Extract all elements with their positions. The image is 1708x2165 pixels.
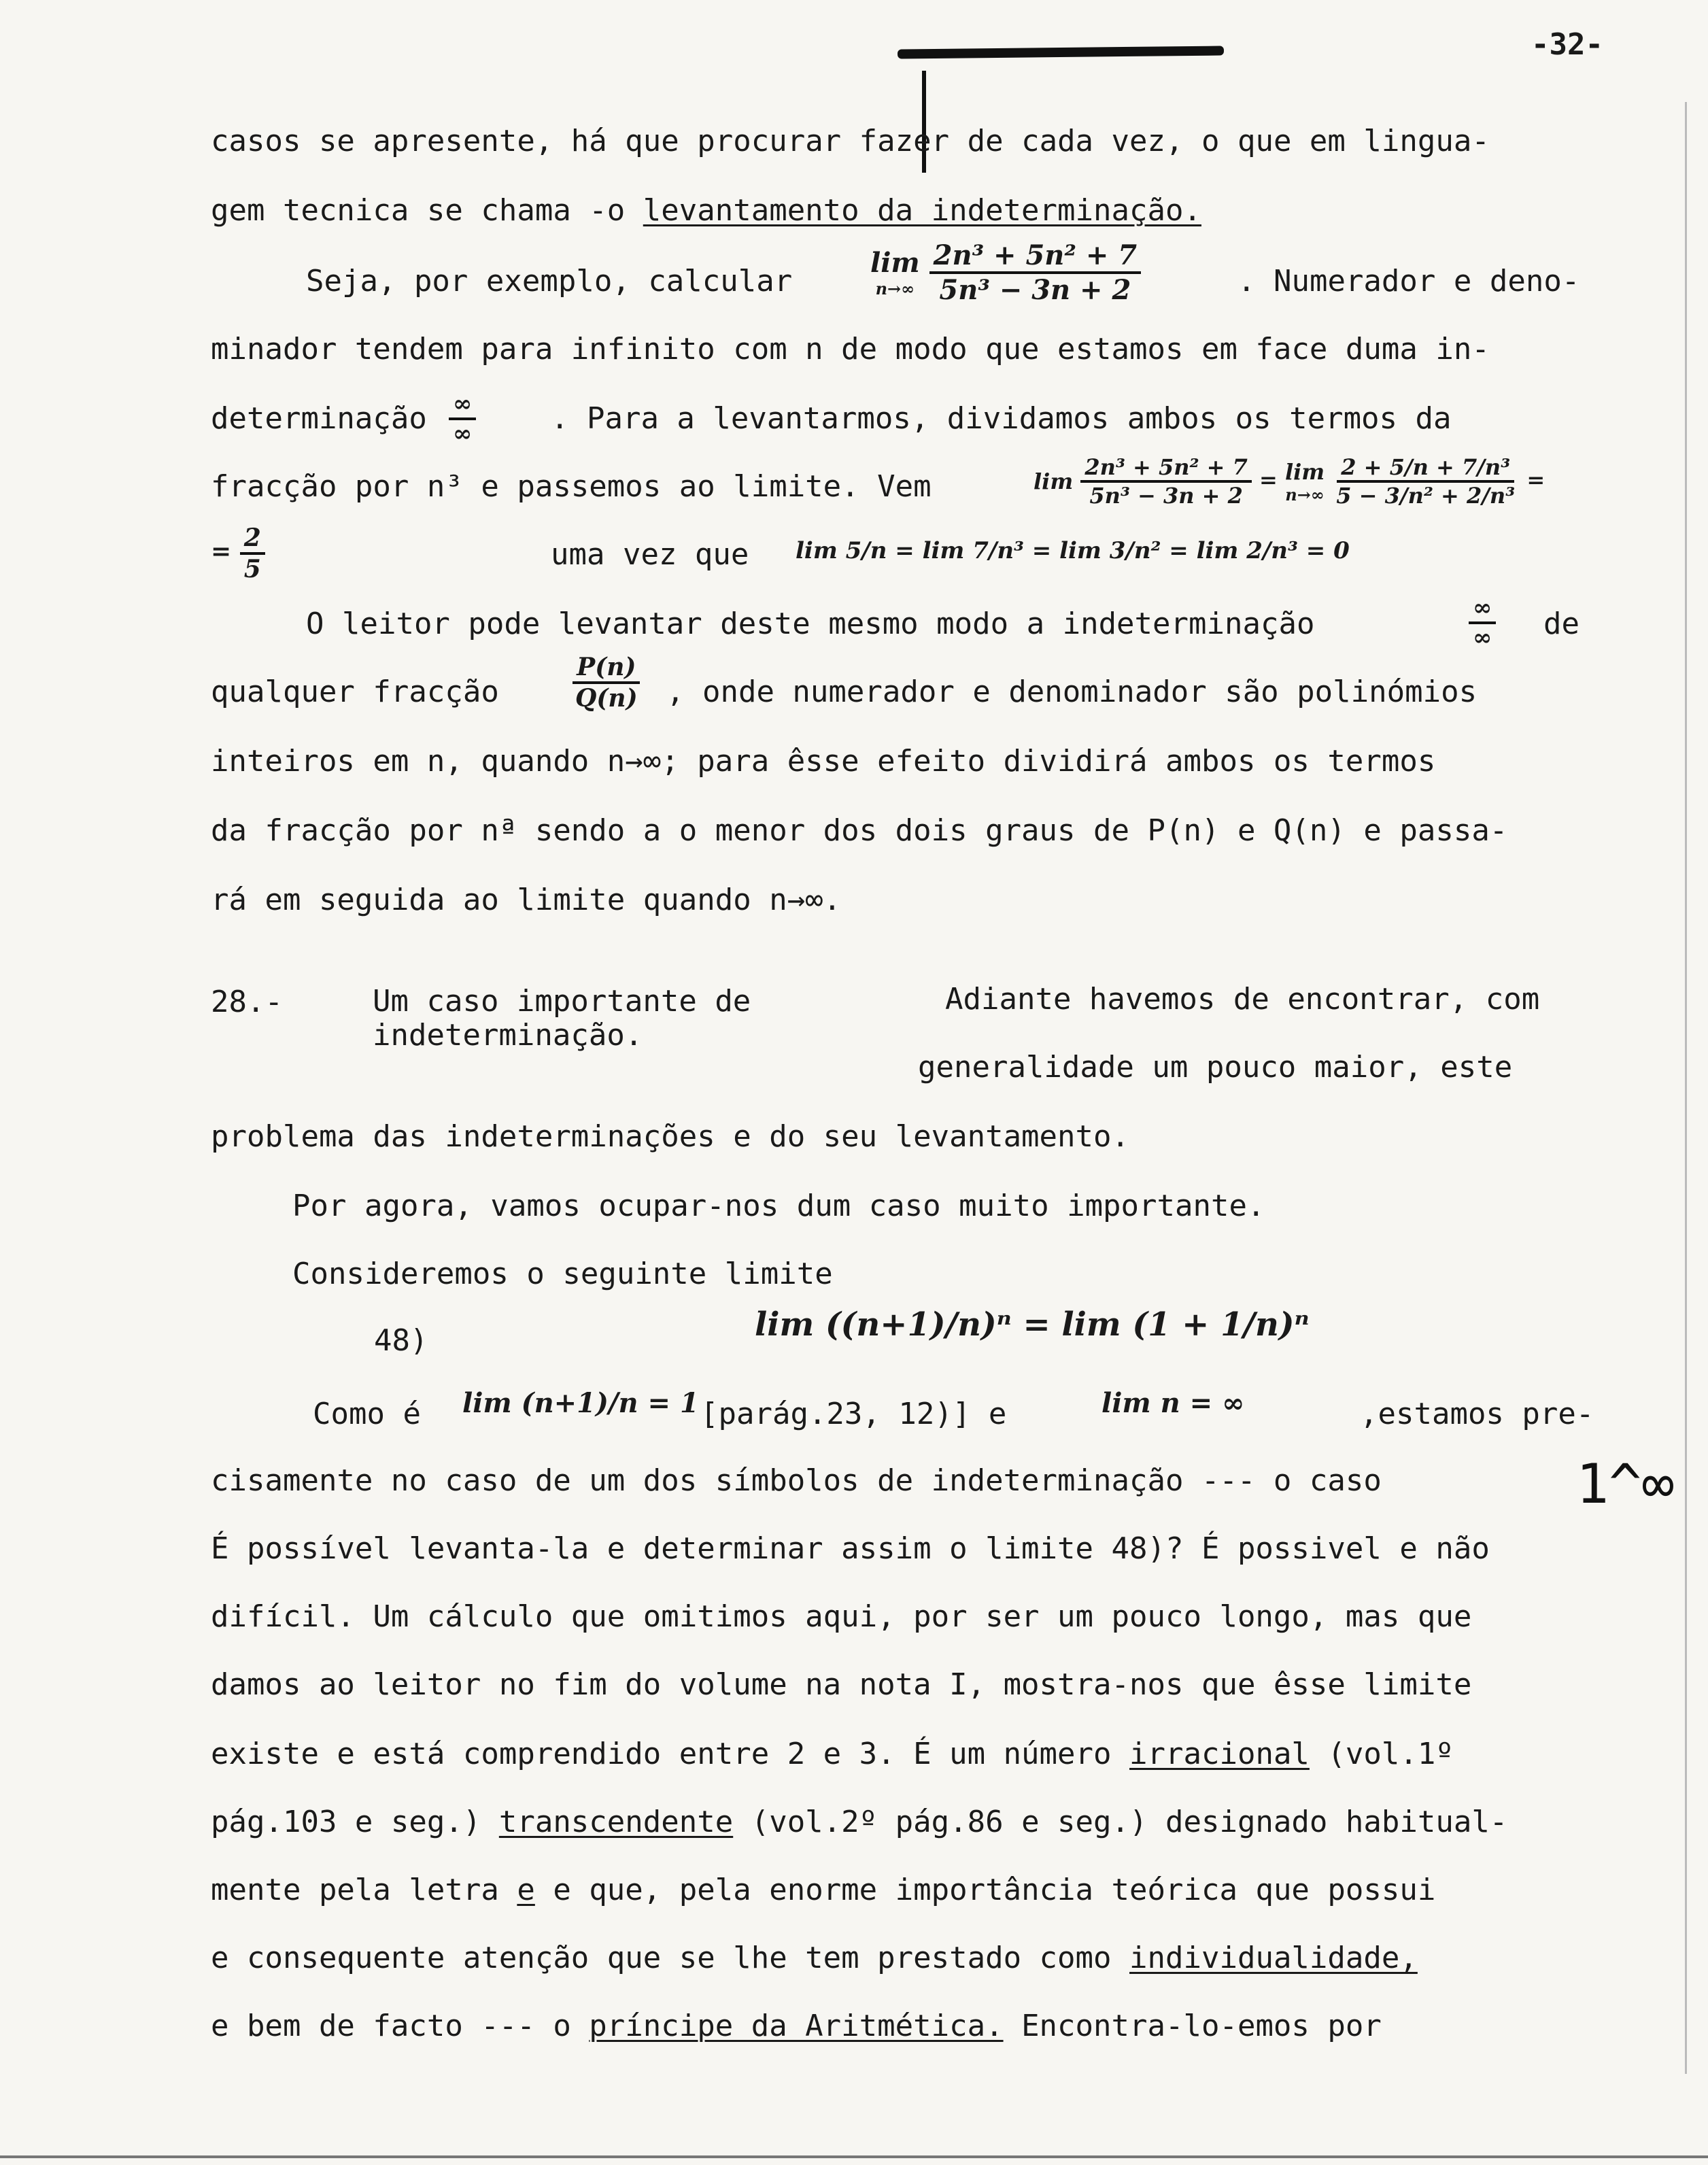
text-line-3a: Seja, por exemplo, calcular xyxy=(306,264,793,299)
text-line-19: difícil. Um cálculo que omitimos aqui, por ser um pouco longo, mas que xyxy=(211,1599,1472,1634)
text-line-16c: ,estamos pre- xyxy=(1360,1397,1594,1431)
text-line-4: minador tendem para infinito com n de modo que estamos em face duma in- xyxy=(211,332,1490,366)
text-line-17: cisamente no caso de um dos símbolos de indeterminação --- o caso xyxy=(211,1463,1382,1498)
section-title: Um caso importante de indeterminação. xyxy=(373,984,751,1053)
text-line-10: inteiros em n, quando n→∞; para êsse efeito dividirá ambos os termos xyxy=(211,744,1436,779)
section-text-2: generalidade um pouco maior, este xyxy=(918,1050,1513,1085)
text-line-9b: , onde numerador e denominador são polinómios xyxy=(666,675,1478,709)
text-line-13: problema das indeterminações e do seu levantamento. xyxy=(211,1119,1130,1154)
text-line-8b: de xyxy=(1543,607,1579,641)
section-text-1: Adiante havemos de encontrar, com xyxy=(945,982,1540,1017)
text-line-12: rá em seguida ao limite quando n→∞. xyxy=(211,883,842,917)
margin-rule xyxy=(1685,102,1687,2074)
text-line-1: casos se apresente, há que procurar fazer de cada vez, o que em lingua- xyxy=(211,124,1490,158)
text-line-15: Consideremos o seguinte limite xyxy=(292,1257,833,1291)
text-line-25: e bem de facto --- o príncipe da Aritmética. Encontra-lo-emos por xyxy=(211,2009,1382,2043)
text-line-16a: Como é xyxy=(313,1397,421,1431)
inf-over-inf: $\frac{\infty}{\infty}$ xyxy=(449,390,476,447)
limit-equation-48: lim ((n+1)/n)ⁿ = lim (1 + 1/n)ⁿ xyxy=(755,1306,1310,1344)
page-number: -32- xyxy=(1531,27,1603,62)
text-line-2: gem tecnica se chama -o levantamento da indeterminação. xyxy=(211,193,1201,228)
text-line-21: existe e está comprendido entre 2 e 3. É um número irracional (vol.1º xyxy=(211,1737,1454,1771)
text-line-9a: qualquer fracção xyxy=(211,675,499,709)
inf-over-inf-2: $\frac{\infty}{\infty}$ xyxy=(1469,594,1496,651)
p-over-q: $\frac{P(n)}{Q(n)}$ xyxy=(571,653,642,713)
limit-ratio-one: lim (n+1)/n = 1 xyxy=(462,1387,699,1419)
result-fraction: = $\frac{2}{5}$ xyxy=(211,524,265,583)
text-line-11: da fracção por nª sendo a o menor dos dois graus de P(n) e Q(n) e passa- xyxy=(211,813,1508,848)
text-line-7: uma vez que xyxy=(551,537,749,572)
text-line-3b: . Numerador e deno- xyxy=(1237,264,1580,299)
bottom-edge-rule xyxy=(0,2155,1708,2158)
text-line-22: pág.103 e seg.) transcendente (vol.2º pág.86 e seg.) designado habitual- xyxy=(211,1805,1508,1839)
limit-expression-1: lim n→∞ $\frac{\text{2n³ + 5n² + 7}}{\text{5n³ − 3n + 2}}$ xyxy=(870,239,1141,306)
limit-zero-expression: lim 5/n = lim 7/n³ = lim 3/n² = lim 2/n³ = 0 xyxy=(796,537,1350,564)
text-line-5b: . Para a levantarmos, dividamos ambos os termos da xyxy=(551,401,1452,436)
section-number: 28.- xyxy=(211,985,283,1019)
text-line-20: damos ao leitor no fim do volume na nota I, mostra-nos que êsse limite xyxy=(211,1667,1472,1702)
text-line-6: fracção por n³ e passemos ao limite. Vem xyxy=(211,469,932,504)
text-line-14: Por agora, vamos ocupar-nos dum caso muito importante. xyxy=(292,1189,1265,1223)
handwritten-bracket-mark xyxy=(898,46,1224,58)
limit-n-infinity: lim n = ∞ xyxy=(1101,1387,1245,1419)
limit-expression-2: lim $\frac{\text{2n³ + 5n² + 7}}{\text{5n³ − 3n + 2}}$ = lim n→∞ $\frac{\text{2 + 5/n + 7/n³}}{\text{5 − 3/n² + 2/n³}}$ = xyxy=(1034,454,1545,509)
text-line-8a: O leitor pode levantar deste mesmo modo a indeterminação xyxy=(306,607,1315,641)
symbol-one-to-infinity: 1^∞ xyxy=(1576,1452,1675,1516)
text-line-18: É possível levanta-la e determinar assim o limite 48)? É possivel e não xyxy=(211,1531,1490,1566)
text-line-24: e consequente atenção que se lhe tem prestado como individualidade, xyxy=(211,1941,1418,1975)
equation-number-48: 48) xyxy=(374,1323,428,1358)
text-line-23: mente pela letra e e que, pela enorme importância teórica que possui xyxy=(211,1873,1436,1907)
text-line-16b: [parág.23, 12)] e xyxy=(700,1397,1007,1431)
text-line-5a: determinação xyxy=(211,401,427,436)
